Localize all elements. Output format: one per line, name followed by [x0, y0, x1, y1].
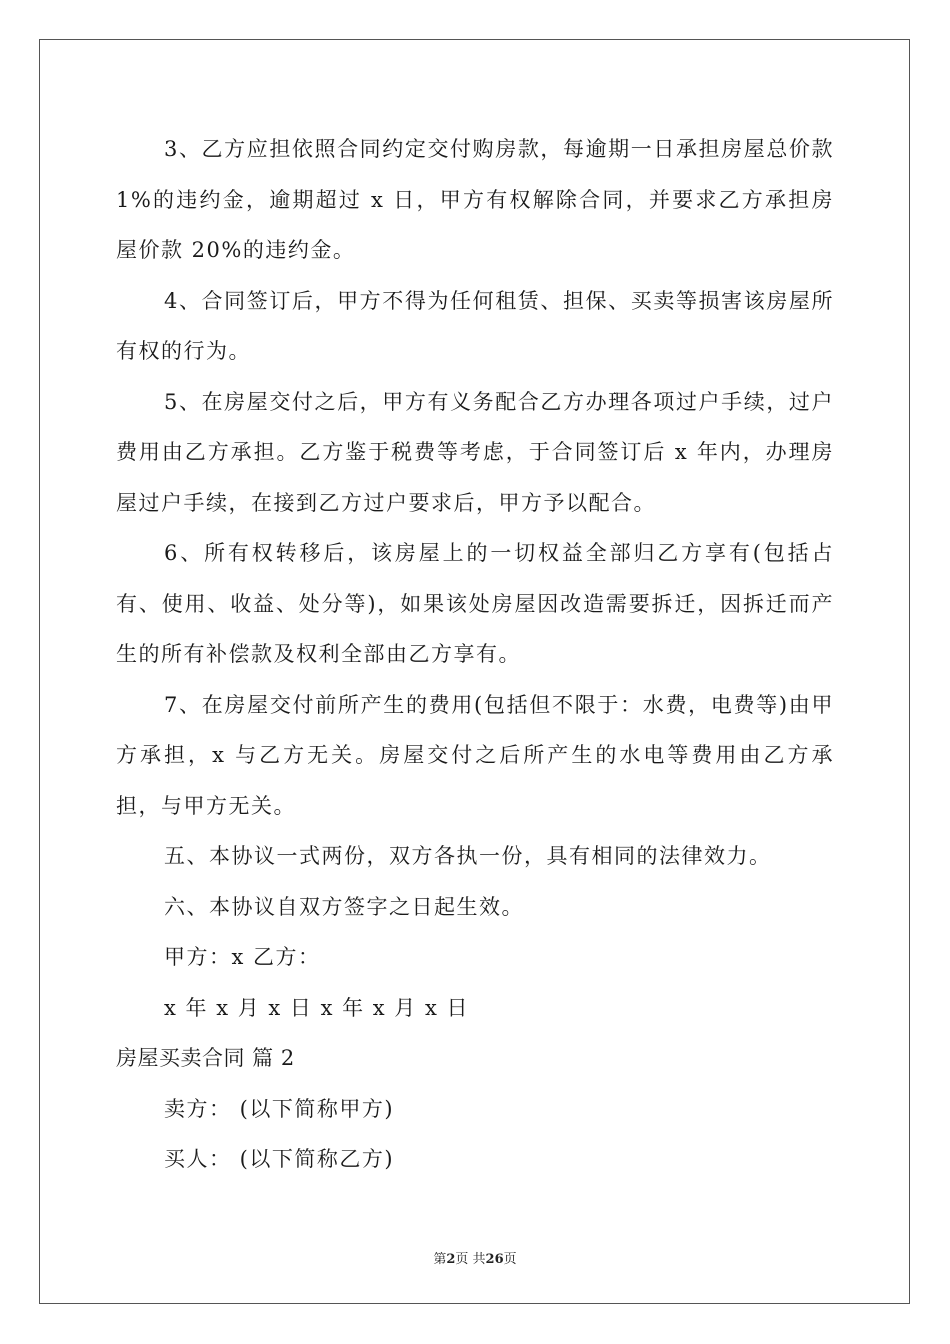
clause-3: 3、乙方应担依照合同约定交付购房款，每逾期一日承担房屋总价款 1%的违约金，逾期超过 x 日，甲方有权解除合同，并要求乙方承担房屋价款 20%的违约金。	[116, 137, 834, 262]
page-total: 26	[485, 1252, 504, 1267]
document-body	[116, 124, 834, 1185]
page-prefix: 第	[433, 1252, 447, 1267]
signature-parties: 甲方：x 乙方：	[164, 945, 321, 969]
clause-6: 6、所有权转移后，该房屋上的一切权益全部归乙方享有(包括占有、使用、收益、处分等)，如果该处房屋因改造需要拆迁，因拆迁而产生的所有补偿款及权利全部由乙方享有。	[116, 541, 834, 666]
clause-4: 4、合同签订后，甲方不得为任何租赁、担保、买卖等损害该房屋所有权的行为。	[116, 288, 834, 363]
page-footer	[0, 1248, 950, 1267]
page-suffix: 页	[503, 1252, 517, 1267]
section-title: 房屋买卖合同 篇 2	[116, 1046, 295, 1070]
article-6: 六、本协议自双方签字之日起生效。	[164, 894, 524, 919]
page-current: 2	[446, 1252, 456, 1267]
seller-line: 卖方： (以下简称甲方)	[164, 1096, 395, 1121]
article-5: 五、本协议一式两份，双方各执一份，具有相同的法律效力。	[164, 844, 772, 868]
clause-5: 5、在房屋交付之后，甲方有义务配合乙方办理各项过户手续，过户费用由乙方承担。乙方鉴于税费等考虑，于合同签订后 x 年内，办理房屋过户手续，在接到乙方过户要求后，甲方予以配合。	[116, 389, 834, 515]
buyer-line: 买人： (以下简称乙方)	[164, 1147, 395, 1171]
page-mid: 页 共	[455, 1252, 486, 1267]
clause-7: 7、在房屋交付前所产生的费用(包括但不限于：水费，电费等)由甲方承担，x 与乙方无关。房屋交付之后所产生的水电等费用由乙方承担，与甲方无关。	[116, 692, 834, 818]
signature-dates: x 年 x 月 x 日 x 年 x 月 x 日	[164, 995, 469, 1020]
